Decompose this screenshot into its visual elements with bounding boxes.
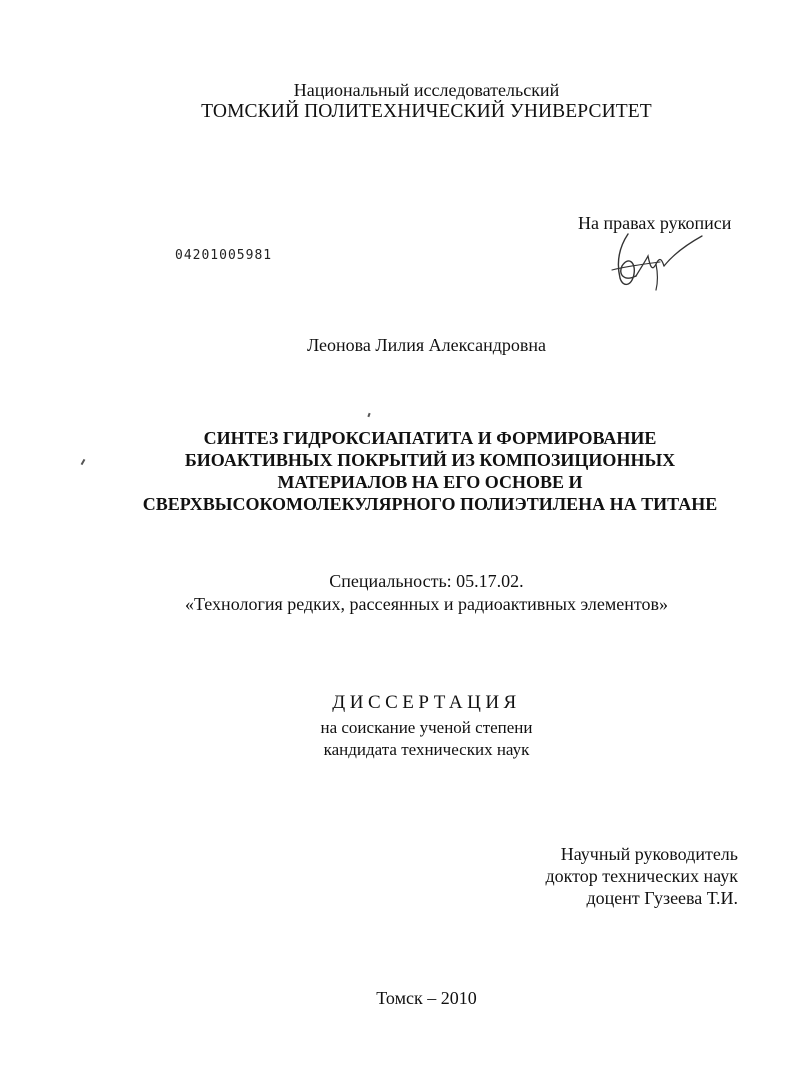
specialty-name: «Технология редких, рассеянных и радиоактивных элементов» [185,594,668,614]
title-line: БИОАКТИВНЫХ ПОКРЫТИЙ ИЗ КОМПОЗИЦИОННЫХ [184,450,676,470]
degree-line-2: кандидата технических наук [323,740,530,759]
manuscript-note: На правах рукописи [578,213,732,233]
specialty-code: Специальность: 05.17.02. [329,571,524,591]
scan-speck [367,413,370,417]
supervisor-name: доцент Гузеева Т.И. [586,888,738,908]
author-name: Леонова Лилия Александровна [306,335,547,355]
supervisor-degree: доктор технических наук [545,866,738,886]
institution-subtitle: Национальный исследовательский [293,80,560,100]
supervisor-block [546,843,739,909]
supervisor-role: Научный руководитель [560,844,738,864]
catalog-number: 04201005981 [175,248,273,263]
dissertation-title [60,427,793,515]
title-line: СИНТЕЗ ГИДРОКСИАПАТИТА И ФОРМИРОВАНИЕ [203,428,657,448]
title-line: СВЕРХВЫСОКОМОЛЕКУЛЯРНОГО ПОЛИЭТИЛЕНА НА ТИТАНЕ [142,494,718,514]
title-line: МАТЕРИАЛОВ НА ЕГО ОСНОВЕ И [277,472,583,492]
document-type: ДИССЕРТАЦИЯ [332,692,521,713]
handwritten-signature [598,226,728,294]
city-year: Томск – 2010 [376,988,477,1008]
institution-name: ТОМСКИЙ ПОЛИТЕХНИЧЕСКИЙ УНИВЕРСИТЕТ [201,101,652,122]
degree-line-1: на соискание ученой степени [320,718,533,737]
